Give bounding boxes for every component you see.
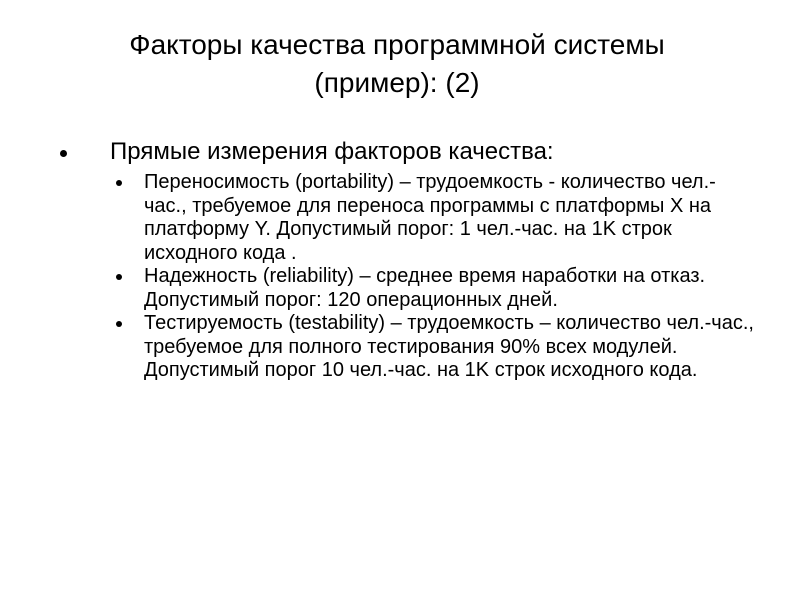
bullet-level-1 [60, 138, 760, 166]
slide-title [40, 26, 754, 102]
sub-bullet-reliability [114, 265, 754, 312]
bullet-dot-icon [116, 274, 122, 280]
sub-bullet-text: Надежность (reliability) – среднее время наработки на отказ. Допустимый порог: 120 операционных дней. [144, 265, 706, 311]
sub-bullet-portability [114, 171, 754, 265]
sub-bullet-testability [114, 312, 754, 383]
sub-bullet-list [114, 171, 754, 383]
bullet-dot-icon [116, 321, 122, 327]
bullet-dot-icon [116, 180, 122, 186]
sub-bullet-text: Переносимость (portability) – трудоемкость - количество чел.-час., требуемое для переноса программы с платформы X на платформу Y. Допустимый порог: 1 чел.-час. на 1K строк исходного кода . [144, 171, 716, 264]
slide-title-line-1: Факторы качества программной системы [129, 29, 665, 60]
slide-title-line-2: (пример): (2) [314, 67, 480, 98]
bullet-dot-icon [60, 150, 67, 157]
sub-bullet-text: Тестируемость (testability) – трудоемкость – количество чел.-час., требуемое для полного тестирования 90% всех модулей. Допустимый порог 10 чел.-час. на 1K строк исходного кода. [144, 312, 754, 381]
bullet-level-1-text: Прямые измерения факторов качества: [110, 138, 554, 165]
